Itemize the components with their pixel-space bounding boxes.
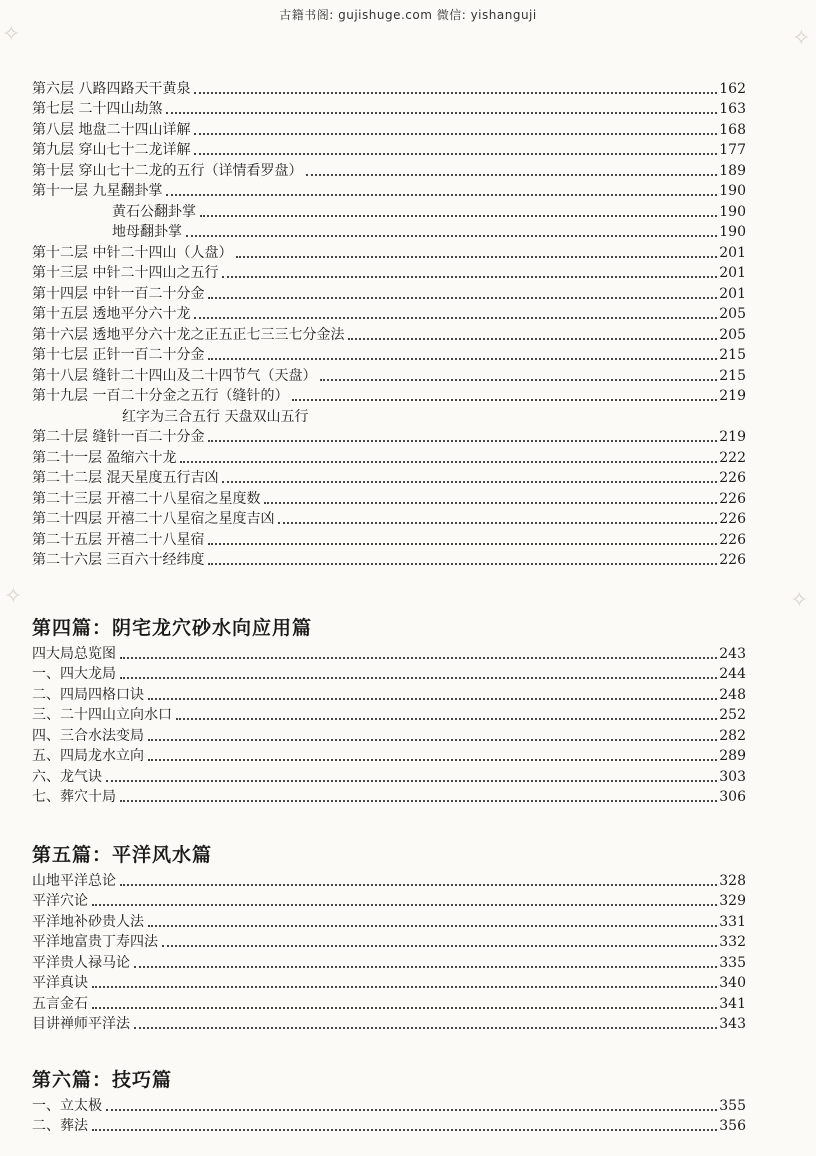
- toc-entry-page-number: 163: [719, 101, 746, 117]
- dot-leader: [120, 800, 717, 802]
- toc-entry-title: 一、四大龙局: [32, 666, 116, 682]
- dot-leader: [106, 1109, 717, 1111]
- toc-entry-title: 山地平洋总论: [32, 872, 116, 889]
- toc-entry[interactable]: [32, 870, 746, 891]
- dot-leader: [134, 966, 717, 968]
- toc-entry-page-number: 243: [719, 645, 746, 662]
- toc-entry-page-number: 328: [719, 872, 746, 889]
- dot-leader: [92, 1129, 717, 1131]
- toc-part5: [32, 840, 746, 1034]
- toc-entry-page-number: 162: [719, 80, 746, 97]
- toc-entry[interactable]: [32, 891, 746, 912]
- toc-entry[interactable]: [32, 973, 746, 994]
- toc-entry[interactable]: [32, 550, 746, 571]
- dot-leader: [208, 297, 717, 299]
- toc-entry[interactable]: [32, 99, 746, 120]
- toc-entry-page-number: 332: [719, 934, 746, 950]
- toc-entry-page-number: 335: [719, 954, 746, 971]
- toc-entry[interactable]: [32, 181, 746, 202]
- toc-entry-page-number: 343: [719, 1016, 746, 1032]
- dot-leader: [278, 522, 717, 524]
- dot-leader: [148, 698, 717, 700]
- toc-entry-title: 第十二层 中针二十四山（人盘）: [32, 244, 233, 261]
- toc-entry-title: 第二十二层 混天星度五行吉凶: [32, 470, 219, 486]
- toc-entry-page-number: 226: [719, 470, 746, 486]
- toc-entry-title: 第二十六层 三百六十经纬度: [32, 552, 205, 568]
- toc-entry[interactable]: [32, 488, 746, 509]
- toc-entry-page-number: 219: [719, 429, 746, 445]
- toc-entry-page-number: 252: [719, 707, 746, 723]
- toc-entry-title: 第二十五层 开禧二十八星宿: [32, 531, 205, 548]
- toc-entry[interactable]: [32, 664, 746, 685]
- toc-entry-page-number: 201: [719, 265, 746, 281]
- toc-entry-title: 第十一层 九星翻卦掌: [32, 183, 163, 199]
- dot-leader: [92, 986, 717, 988]
- toc-entry-page-number: 340: [719, 975, 746, 991]
- toc-part3-list: [32, 78, 746, 570]
- toc-entry[interactable]: [32, 406, 746, 427]
- toc-entry[interactable]: [32, 345, 746, 366]
- paper-stain: ✧: [4, 584, 23, 609]
- toc-entry-title: 第十六层 透地平分六十龙之正五正七三三七分金法: [32, 326, 345, 343]
- dot-leader: [134, 1027, 717, 1029]
- dot-leader: [306, 174, 717, 176]
- toc-entry[interactable]: [32, 932, 746, 953]
- toc-entry[interactable]: [32, 705, 746, 726]
- dot-leader: [292, 399, 717, 401]
- toc-entry[interactable]: [32, 529, 746, 550]
- toc-entry-title: 二、四局四格口诀: [32, 686, 144, 703]
- dot-leader: [208, 440, 717, 442]
- dot-leader: [320, 379, 717, 381]
- toc-entry[interactable]: [32, 1095, 746, 1116]
- paper-stain: ✧: [792, 26, 811, 51]
- dot-leader: [208, 563, 717, 565]
- toc-part6: [32, 1065, 746, 1136]
- toc-entry-title: 第六层 八路四路天干黄泉: [32, 80, 191, 97]
- toc-entry[interactable]: [32, 201, 746, 222]
- toc-entry-title: 第七层 二十四山劫煞: [32, 101, 163, 117]
- toc-entry[interactable]: [32, 386, 746, 407]
- toc-entry-page-number: 226: [719, 511, 746, 527]
- toc-entry[interactable]: [32, 468, 746, 489]
- dot-leader: [222, 276, 717, 278]
- toc-entry-page-number: 289: [719, 748, 746, 764]
- toc-entry-page-number: 205: [719, 326, 746, 343]
- dot-leader: [120, 657, 717, 659]
- toc-entry-title: 第十七层 正针一百二十分金: [32, 347, 205, 363]
- toc-entry-title: 五言金石: [32, 995, 88, 1012]
- toc-entry-page-number: 201: [719, 285, 746, 302]
- toc-entry[interactable]: [32, 643, 746, 664]
- toc-entry-page-number: 189: [719, 162, 746, 179]
- dot-leader: [236, 256, 717, 258]
- toc-entry[interactable]: [32, 993, 746, 1014]
- toc-entry-title: 第十九层 一百二十分金之五行（缝针的）: [32, 388, 289, 404]
- toc-entry[interactable]: [32, 725, 746, 746]
- toc-entry-page-number: 329: [719, 893, 746, 909]
- toc-entry[interactable]: [32, 427, 746, 448]
- toc-entry[interactable]: [32, 263, 746, 284]
- toc-entry-page-number: 222: [719, 449, 746, 466]
- toc-entry-page-number: 205: [719, 306, 746, 322]
- toc-entry-title: 平洋地补砂贵人法: [32, 913, 144, 930]
- toc-entry-title: 第九层 穿山七十二龙详解: [32, 142, 191, 158]
- toc-entry-title: 地母翻卦掌: [112, 224, 182, 240]
- dot-leader: [348, 338, 717, 340]
- toc-entry-page-number: 331: [719, 913, 746, 930]
- dot-leader: [180, 461, 717, 463]
- toc-entry-title: 平洋地富贵丁寿四法: [32, 934, 158, 950]
- toc-entry-title: 第十五层 透地平分六十龙: [32, 306, 191, 322]
- toc-entry-title: 四大局总览图: [32, 645, 116, 662]
- toc-entry-page-number: 244: [719, 666, 746, 682]
- dot-leader: [166, 112, 717, 114]
- toc-entry[interactable]: [32, 78, 746, 99]
- toc-part6-list: [32, 1095, 746, 1136]
- paper-stain: ✧: [790, 588, 809, 613]
- toc-entry[interactable]: [32, 1116, 746, 1137]
- toc-entry-title: 第八层 地盘二十四山详解: [32, 121, 191, 138]
- dot-leader: [92, 904, 717, 906]
- dot-leader: [208, 358, 717, 360]
- paper-stain: ✧: [2, 22, 21, 47]
- toc-entry[interactable]: [32, 787, 746, 808]
- toc-entry-page-number: 282: [719, 727, 746, 744]
- toc-entry-title: 一、立太极: [32, 1097, 102, 1114]
- toc-entry-title: 五、四局龙水立向: [32, 748, 144, 764]
- toc-entry[interactable]: [32, 447, 746, 468]
- toc-entry-page-number: 190: [719, 203, 746, 220]
- dot-leader: [92, 1007, 717, 1009]
- toc-entry-title: 第二十三层 开禧二十八星宿之星度数: [32, 490, 261, 507]
- toc-entry[interactable]: [32, 304, 746, 325]
- toc-entry[interactable]: [32, 222, 746, 243]
- dot-leader: [222, 481, 717, 483]
- dot-leader: [194, 317, 717, 319]
- toc-entry-title: 第十八层 缝针二十四山及二十四节气（天盘）: [32, 367, 317, 384]
- toc-entry-title: 四、三合水法变局: [32, 727, 144, 744]
- toc-entry-page-number: 355: [719, 1097, 746, 1114]
- toc-entry[interactable]: [32, 509, 746, 530]
- toc-entry[interactable]: [32, 283, 746, 304]
- section-title-part5: 第五篇：平洋风水篇: [32, 844, 213, 866]
- toc-entry-title: 第十层 穿山七十二龙的五行（详情看罗盘）: [32, 162, 303, 179]
- dot-leader: [120, 677, 717, 679]
- toc-entry-title: 七、葬穴十局: [32, 789, 116, 805]
- dot-leader: [120, 884, 717, 886]
- dot-leader: [106, 780, 717, 782]
- toc-entry[interactable]: [32, 952, 746, 973]
- dot-leader: [194, 92, 717, 94]
- toc-entry[interactable]: [32, 365, 746, 386]
- dot-leader: [186, 235, 717, 237]
- toc-entry[interactable]: [32, 324, 746, 345]
- toc-entry-title: 第二十四层 开禧二十八星宿之星度吉凶: [32, 511, 275, 527]
- dot-leader: [148, 925, 717, 927]
- toc-entry-page-number: 248: [719, 686, 746, 703]
- toc-part5-list: [32, 870, 746, 1034]
- toc-entry-title: 第二十层 缝针一百二十分金: [32, 429, 205, 445]
- dot-leader: [148, 739, 717, 741]
- toc-entry-page-number: 177: [719, 142, 746, 158]
- toc-entry[interactable]: [32, 684, 746, 705]
- dot-leader: [162, 945, 717, 947]
- toc-entry-page-number: 190: [719, 224, 746, 240]
- toc-entry-page-number: 190: [719, 183, 746, 199]
- toc-entry-page-number: 341: [719, 995, 746, 1012]
- section-title-part6: 第六篇：技巧篇: [32, 1069, 173, 1091]
- toc-entry-title: 三、二十四山立向水口: [32, 707, 172, 723]
- site-watermark: 古籍书阁: gujishuge.com 微信: yishanguji: [279, 8, 537, 22]
- dot-leader: [208, 543, 717, 545]
- toc-entry-page-number: 219: [719, 388, 746, 404]
- dot-leader: [200, 215, 717, 217]
- toc-entry-title: 第二十一层 盈缩六十龙: [32, 449, 177, 466]
- toc-entry-page-number: 226: [719, 490, 746, 507]
- dot-leader: [148, 759, 717, 761]
- toc-entry-title: 六、龙气诀: [32, 768, 102, 785]
- toc-entry-title: 平洋真诀: [32, 975, 88, 991]
- toc-entry-title: 第十四层 中针一百二十分金: [32, 285, 205, 302]
- toc-entry-page-number: 215: [719, 347, 746, 363]
- toc-entry[interactable]: [32, 140, 746, 161]
- toc-entry-title: 二、葬法: [32, 1118, 88, 1134]
- toc-entry-page-number: 226: [719, 531, 746, 548]
- dot-leader: [264, 502, 717, 504]
- toc-entry[interactable]: [32, 766, 746, 787]
- toc-entry[interactable]: [32, 119, 746, 140]
- toc-entry-title: 目讲禅师平洋法: [32, 1016, 130, 1032]
- toc-entry[interactable]: [32, 242, 746, 263]
- toc-entry-title: 黄石公翻卦掌: [112, 203, 196, 220]
- toc-entry[interactable]: [32, 1014, 746, 1035]
- toc-entry-page-number: 201: [719, 244, 746, 261]
- toc-entry-page-number: 306: [719, 789, 746, 805]
- toc-entry-title: 第十三层 中针二十四山之五行: [32, 265, 219, 281]
- toc-entry-page-number: 168: [719, 121, 746, 138]
- toc-entry-page-number: 215: [719, 367, 746, 384]
- toc-entry-title: 平洋贵人禄马论: [32, 954, 130, 971]
- toc-part4-list: [32, 643, 746, 807]
- section-title-part4: 第四篇：阴宅龙穴砂水向应用篇: [32, 617, 313, 639]
- toc-entry[interactable]: [32, 911, 746, 932]
- dot-leader: [194, 153, 717, 155]
- dot-leader: [194, 133, 717, 135]
- toc-entry-title: 红字为三合五行 天盘双山五行: [122, 408, 309, 425]
- dot-leader: [176, 718, 717, 720]
- toc-entry[interactable]: [32, 160, 746, 181]
- toc-part4: [32, 613, 746, 807]
- dot-leader: [166, 194, 717, 196]
- toc-entry-page-number: 356: [719, 1118, 746, 1134]
- toc-entry-page-number: 226: [719, 552, 746, 568]
- toc-entry-page-number: 303: [719, 768, 746, 785]
- toc-entry-title: 平洋穴论: [32, 893, 88, 909]
- toc-entry[interactable]: [32, 746, 746, 767]
